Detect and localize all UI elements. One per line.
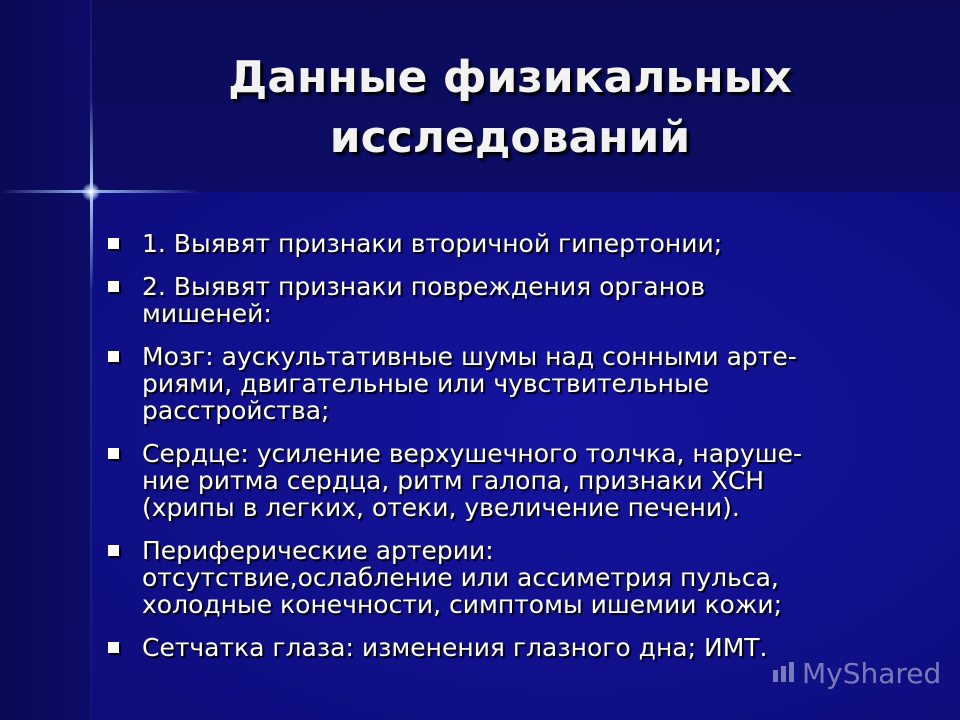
watermark: [770, 656, 941, 692]
item-line: риями, двигательные или чувствительные: [142, 369, 710, 398]
list-item: [100, 440, 900, 521]
item-line: Мозг: аускультативные шумы над сонными арте-: [142, 342, 797, 371]
light-flare-horizontal: [0, 190, 200, 193]
bullet-list: [100, 230, 900, 677]
item-line: Сетчатка глаза: изменения глазного дна; ИМТ.: [142, 633, 768, 662]
left-band: [0, 0, 92, 720]
item-line: расстройства;: [142, 396, 330, 425]
square-bullet-icon: [108, 238, 119, 249]
item-line: холодные конечности, симптомы ишемии кожи;: [142, 590, 783, 619]
item-line: отсутствие,ослабление или ассиметрия пульса,: [142, 563, 779, 592]
item-line: 1. Выявят признаки вторичной гипертонии;: [142, 229, 723, 258]
slide-title: [130, 48, 890, 168]
list-item: [100, 343, 900, 424]
item-line: Периферические артерии:: [142, 536, 494, 565]
title-line-2: исследований: [329, 112, 691, 163]
item-line: (хрипы в легких, отеки, увеличение печени).: [142, 493, 740, 522]
title-line-1: Данные физикальных: [228, 52, 792, 103]
item-line: ние ритма сердца, ритм галопа, признаки ХСН: [142, 466, 765, 495]
item-line: Сердце: усиление верхушечного толчка, наруше-: [142, 439, 802, 468]
list-item: [100, 230, 900, 257]
square-bullet-icon: [108, 642, 119, 653]
square-bullet-icon: [108, 351, 119, 362]
item-line: мишеней:: [142, 299, 272, 328]
list-item: [100, 273, 900, 327]
list-item: [100, 537, 900, 618]
square-bullet-icon: [108, 281, 119, 292]
square-bullet-icon: [108, 448, 119, 459]
watermark-text: MyShared: [802, 657, 942, 690]
item-line: 2. Выявят признаки повреждения органов: [142, 272, 706, 301]
square-bullet-icon: [108, 545, 119, 556]
light-flare-icon: [82, 183, 100, 201]
myshared-logo-icon: [770, 661, 798, 685]
